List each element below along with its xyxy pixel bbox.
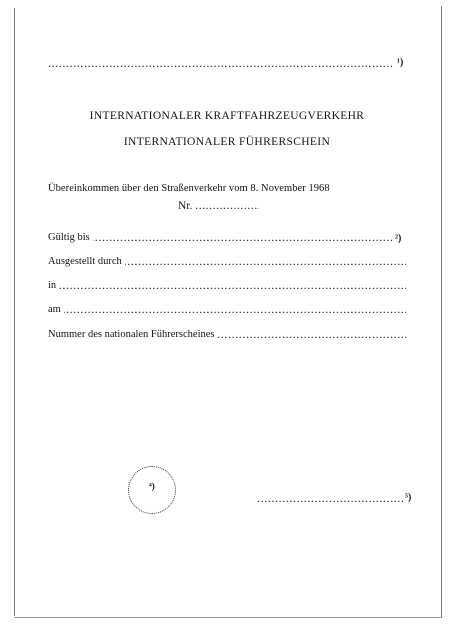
issuing-state-line xyxy=(48,56,394,70)
document-title-line-2: INTERNATIONALER FÜHRERSCHEIN xyxy=(123,136,331,148)
field-issued-by-label: Ausgestellt durch xyxy=(48,256,125,267)
page-border-left xyxy=(14,8,15,616)
seal-footnote-mark: ⁴) xyxy=(149,481,155,491)
signature-footnote-mark: ⁵) xyxy=(405,492,412,503)
page-border-right xyxy=(441,6,442,618)
official-seal-circle xyxy=(128,466,176,514)
field-place-label: in xyxy=(48,280,59,291)
convention-reference: Übereinkommen über den Straßenverkehr vom 8. November 1968 xyxy=(48,183,330,194)
field-valid-until-line xyxy=(48,230,392,244)
header-footnote-mark: ¹) xyxy=(397,57,404,68)
signature-line xyxy=(257,491,403,505)
field-valid-until-note: ²) xyxy=(395,233,402,244)
license-number-label: Nr. xyxy=(178,200,193,212)
field-date-line xyxy=(48,302,406,316)
field-valid-until-label: Gültig bis xyxy=(48,232,93,243)
license-number-line xyxy=(195,200,259,212)
page-border-bottom xyxy=(14,617,442,618)
field-place-line xyxy=(48,278,406,292)
field-date-label: am xyxy=(48,304,64,315)
field-national-license-number-label: Nummer des nationalen Führerscheines xyxy=(48,329,218,340)
license-number-row xyxy=(178,200,259,212)
document-title-line-1: INTERNATIONALER KRAFTFAHRZEUGVERKEHR xyxy=(89,110,365,122)
